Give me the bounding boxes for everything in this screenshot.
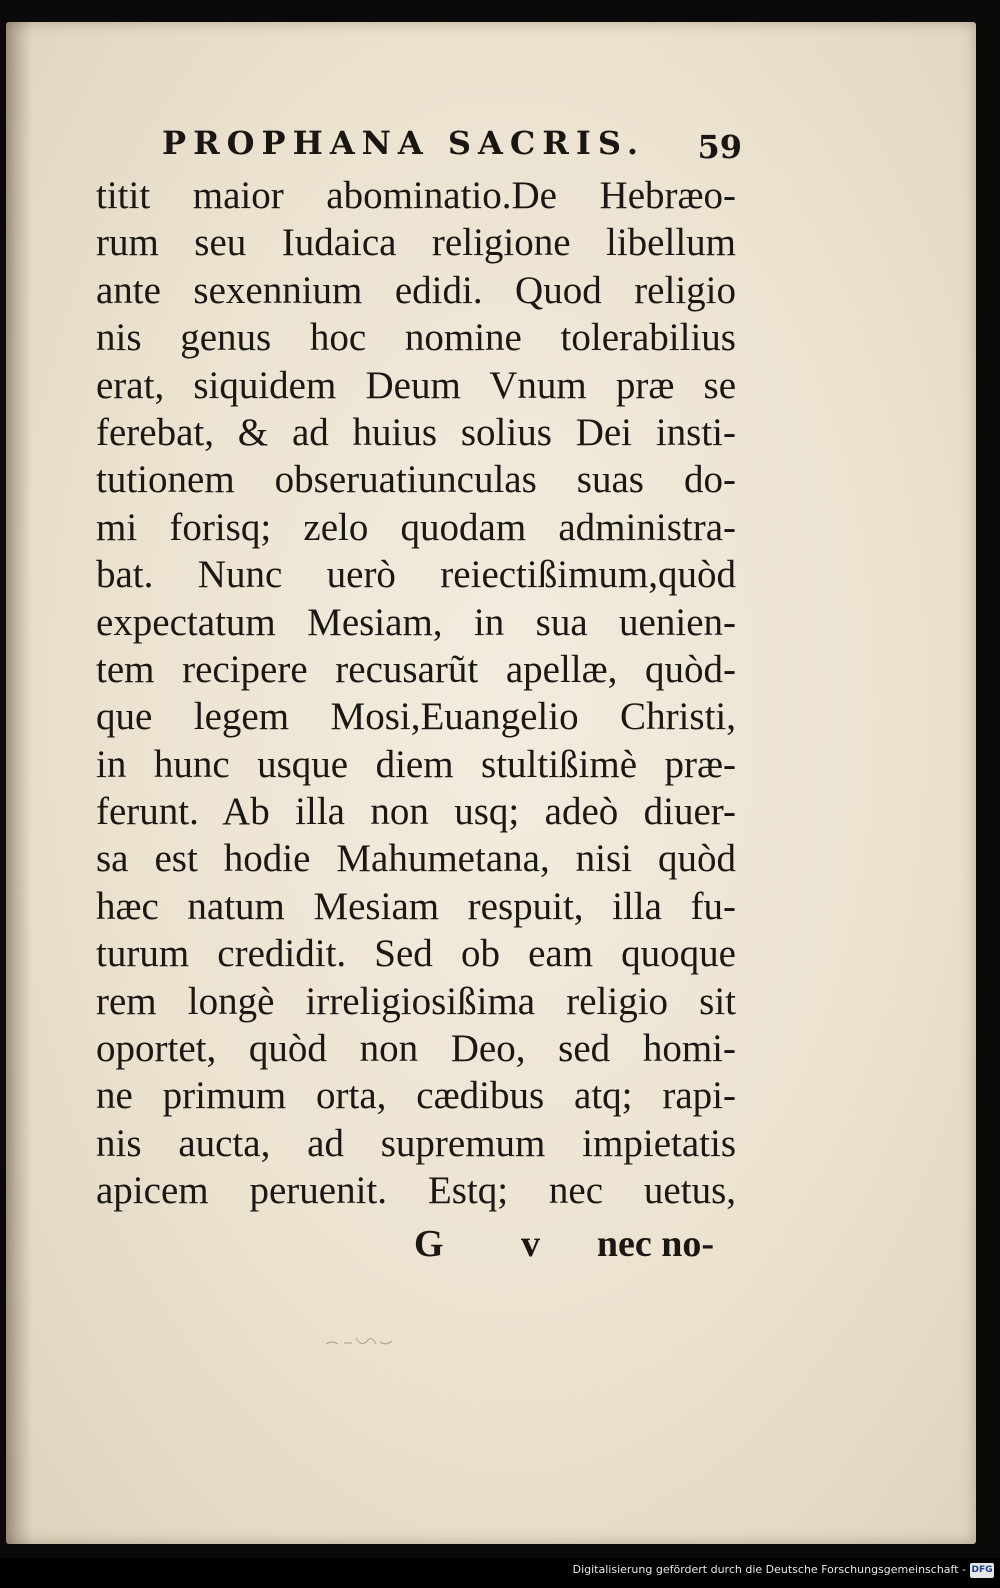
- text-line: nis aucta, ad supremum impietatis: [96, 1121, 736, 1165]
- text-line: mi forisq; zelo quodam administra-: [96, 505, 736, 549]
- dfg-logo-icon: DFG: [970, 1563, 994, 1578]
- text-line: que legem Mosi,Euangelio Christi,: [96, 695, 736, 739]
- page-number: 59: [697, 128, 742, 166]
- pencil-mark: [324, 1334, 394, 1350]
- text-line: erat, siquidem Deum Vnum præ se: [96, 363, 736, 407]
- text-line: ne primum orta, cædibus atq; rapi-: [96, 1074, 736, 1118]
- body-text: [96, 172, 736, 1215]
- signature-mark: G v: [414, 1223, 575, 1265]
- text-line: rem longè irreligiosißima religio sit: [96, 979, 736, 1023]
- text-line: titit maior abominatio.De Hebræo-: [96, 174, 736, 217]
- text-line: ferebat, & ad huius solius Dei insti-: [96, 410, 736, 454]
- text-line: hæc natum Mesiam respuit, illa fu-: [96, 884, 736, 928]
- text-line: expectatum Mesiam, in sua uenien-: [96, 600, 736, 644]
- text-line: in hunc usque diem stultißimè præ-: [96, 742, 736, 786]
- text-line: bat. Nunc uerò reiectißimum,quòd: [96, 553, 736, 597]
- footer-bar: [0, 1558, 1000, 1588]
- catchword-line: [414, 1222, 714, 1272]
- running-head: PROPHANA SACRIS.: [162, 124, 645, 162]
- text-line: oportet, quòd non Deo, sed homi-: [96, 1027, 736, 1071]
- text-line: sa est hodie Mahumetana, nisi quòd: [96, 837, 736, 881]
- text-line: tem recipere recusarũt apellæ, quòd-: [96, 647, 736, 691]
- text-line: tutionem obseruatiunculas suas do-: [96, 458, 736, 502]
- text-line: ante sexennium edidi. Quod religio: [96, 268, 736, 312]
- text-line: rum seu Iudaica religione libellum: [96, 221, 736, 265]
- text-line: turum credidit. Sed ob eam quoque: [96, 932, 736, 976]
- page-header: [162, 118, 742, 168]
- funding-credit: Digitalisierung gefördert durch die Deutsche Forschungsgemeinschaft -: [572, 1563, 966, 1576]
- book-page: [6, 22, 976, 1544]
- text-line: apicem peruenit. Estq; nec uetus,: [96, 1169, 736, 1213]
- text-line: nis genus hoc nomine tolerabilius: [96, 316, 736, 360]
- text-line: ferunt. Ab illa non usq; adeò diuer-: [96, 790, 736, 834]
- catchword: nec no-: [596, 1223, 714, 1265]
